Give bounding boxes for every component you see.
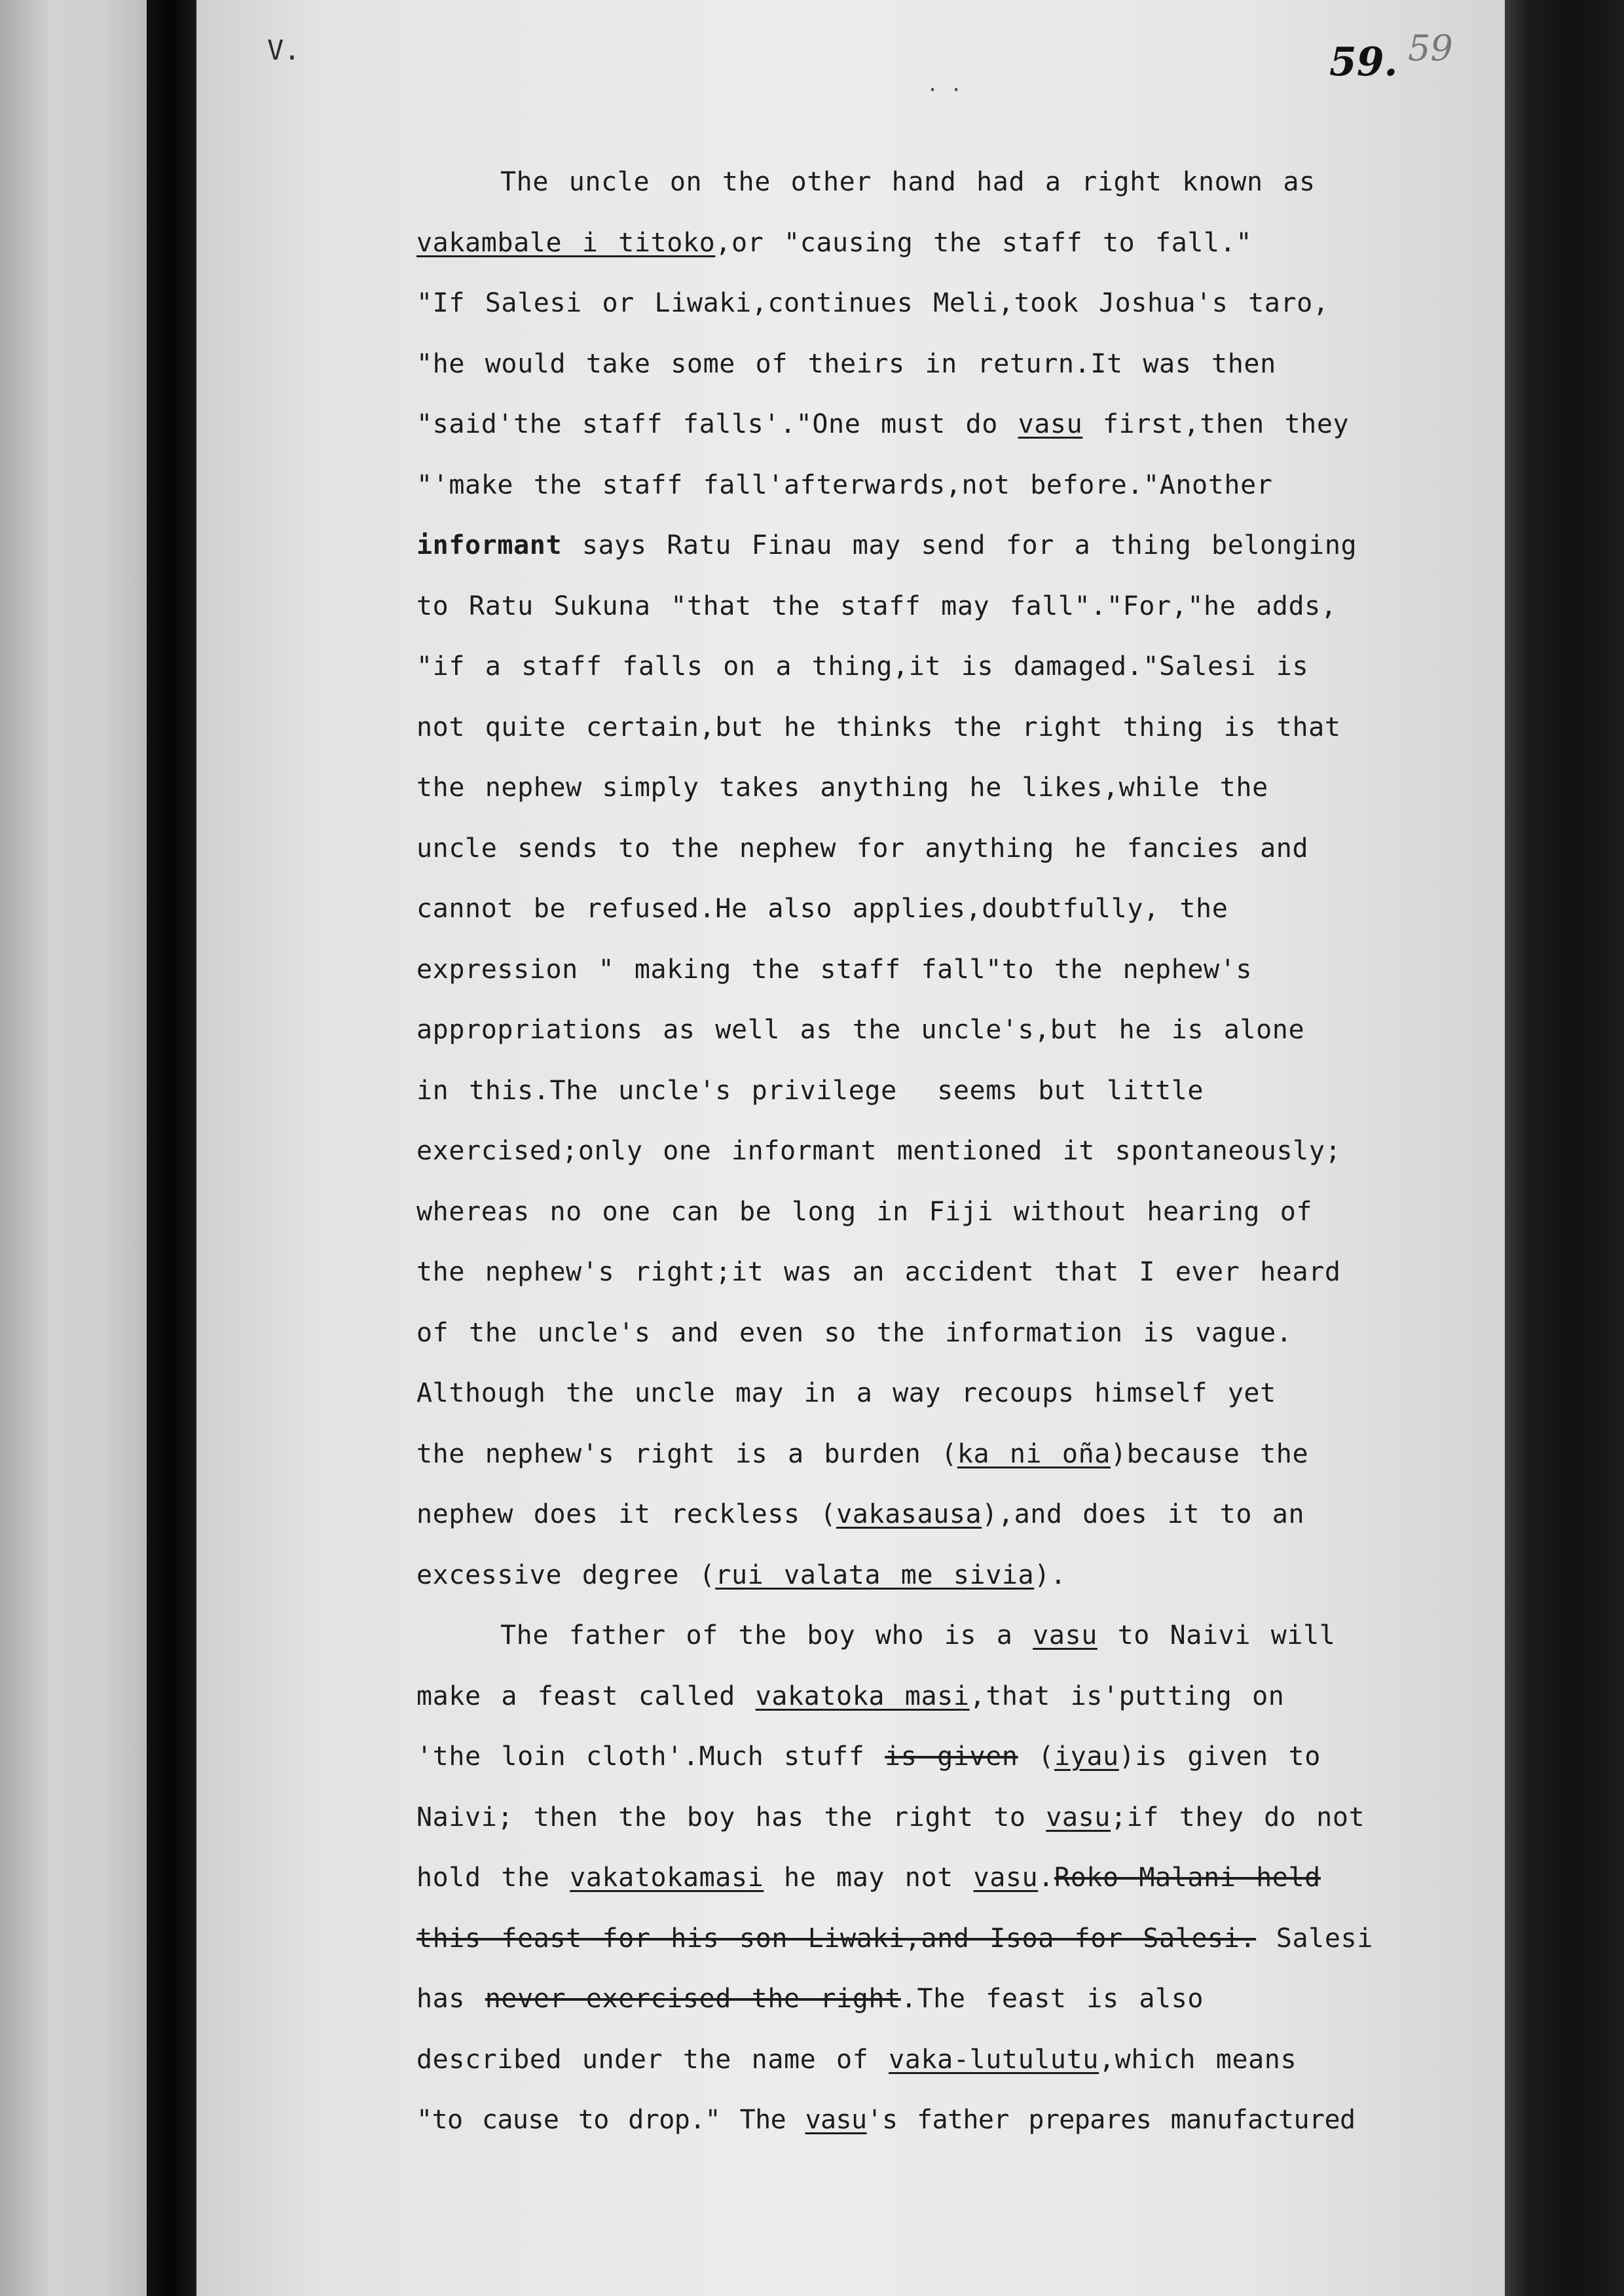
underlined-term: vakambale i titoko	[416, 227, 716, 258]
text-segment: appropriations as well as the uncle's,but he is alone	[416, 1015, 1305, 1045]
text-line	[416, 697, 1477, 758]
text-segment: nephew does it reckless (	[416, 1499, 837, 1529]
text-line	[416, 455, 1477, 516]
underlined-term: vasu	[1046, 1802, 1111, 1832]
text-segment: 'the loin cloth'.Much stuff	[416, 1741, 885, 1772]
text-line	[416, 1605, 1477, 1666]
text-segment: not quite certain,but he thinks the right thing is that	[416, 712, 1341, 742]
text-segment: expression " making the staff fall"to the nephew's	[416, 954, 1253, 985]
text-line	[416, 1061, 1477, 1121]
text-segment: uncle sends to the nephew for anything he fancies and	[416, 833, 1309, 864]
underlined-term: iyau	[1054, 1741, 1119, 1772]
text-segment: "If Salesi or Liwaki,continues Meli,took Joshua's taro,	[416, 288, 1329, 318]
text-line	[416, 1666, 1477, 1727]
underlined-term: vasu	[1033, 1620, 1098, 1650]
text-line	[416, 1848, 1477, 1908]
text-segment: "if a staff falls on a thing,it is damaged."Salesi is	[416, 651, 1309, 682]
text-segment: in this.The uncle's privilege seems but little	[416, 1075, 1204, 1106]
underlined-term: vakatokamasi	[570, 1863, 764, 1893]
underlined-term: vakatoka masi	[755, 1681, 970, 1711]
text-line	[416, 152, 1477, 213]
text-segment: excessive degree (	[416, 1559, 716, 1590]
text-segment: "'make the staff fall'afterwards,not before."Another	[416, 469, 1273, 500]
text-segment: to Naivi will	[1097, 1620, 1336, 1650]
text-segment: says Ratu Finau may send for a thing belonging	[562, 530, 1357, 560]
text-segment: .	[1038, 1863, 1054, 1893]
text-segment: "to cause to drop." The	[416, 2105, 805, 2135]
text-segment: the nephew simply takes anything he likes,while the	[416, 773, 1268, 803]
text-line	[416, 879, 1477, 939]
text-segment: Salesi	[1256, 1923, 1373, 1954]
underlined-term: ka ni oña	[957, 1438, 1111, 1469]
text-segment: .The feast is also	[900, 1984, 1204, 2014]
text-segment: has	[416, 1984, 485, 2014]
text-line	[416, 1969, 1477, 2030]
binding-shadow	[147, 0, 196, 2296]
struck-text: Roko Malani held	[1054, 1863, 1321, 1893]
text-line	[416, 636, 1477, 697]
text-segment: first,then they	[1082, 409, 1350, 439]
section-mark: V.	[267, 34, 301, 66]
text-line	[416, 939, 1477, 1000]
text-segment: Although the uncle may in a way recoups himself yet	[416, 1378, 1276, 1408]
text-segment: hold the	[416, 1863, 570, 1893]
text-segment: cannot be refused.He also applies,doubtfully, the	[416, 894, 1228, 924]
text-segment: The father of the boy who is a	[500, 1620, 1033, 1650]
text-segment: Naivi; then the boy has the right to	[416, 1802, 1046, 1832]
text-line	[416, 1363, 1477, 1424]
text-line	[416, 757, 1477, 818]
page-number-pencil: 59	[1408, 27, 1453, 69]
text-segment: The uncle on the other hand had a right known as	[500, 167, 1316, 197]
underlined-term: vasu	[973, 1863, 1039, 1893]
struck-text: is given	[885, 1741, 1018, 1772]
text-line	[416, 576, 1477, 637]
struck-text: never exercised the right	[485, 1984, 901, 2014]
text-line	[416, 273, 1477, 334]
text-line	[416, 213, 1477, 274]
text-segment: )because the	[1110, 1438, 1309, 1469]
text-segment: ,or "causing the staff to fall."	[715, 227, 1253, 258]
underlined-term: vasu	[805, 2105, 867, 2135]
text-line	[416, 1303, 1477, 1364]
page-number: 59.	[1329, 39, 1398, 85]
right-page-edge	[1505, 0, 1624, 2296]
text-segment: )is given to	[1118, 1741, 1321, 1772]
top-dots: . .	[927, 73, 963, 96]
underlined-term: vaka-lutulutu	[889, 2044, 1099, 2075]
text-segment: he may not	[764, 1863, 974, 1893]
underlined-term: vakasausa	[836, 1499, 982, 1529]
text-segment: exercised;only one informant mentioned it spontaneously;	[416, 1136, 1342, 1166]
text-segment: ),and does it to an	[982, 1499, 1305, 1529]
text-segment: ,which means	[1098, 2044, 1297, 2075]
text-segment: to Ratu Sukuna "that the staff may fall"."For,"he adds,	[416, 591, 1337, 621]
text-segment: ;if they do not	[1110, 1802, 1365, 1832]
text-segment: ).	[1034, 1559, 1067, 1590]
text-line	[416, 1182, 1477, 1243]
text-segment: whereas no one can be long in Fiji without hearing of	[416, 1196, 1313, 1227]
text-segment: informant	[416, 530, 563, 560]
text-segment: ,that is'putting on	[969, 1681, 1285, 1711]
underlined-term: vasu	[1018, 409, 1083, 439]
text-segment: the nephew's right is a burden (	[416, 1438, 957, 1469]
text-segment: described under the name of	[416, 2044, 889, 2075]
text-line	[416, 1545, 1477, 1606]
text-segment: "said'the staff falls'."One must do	[416, 409, 1018, 439]
text-line	[416, 1726, 1477, 1787]
text-segment: 's father prepares manufactured	[866, 2105, 1356, 2135]
text-line	[416, 2030, 1477, 2090]
text-segment: make a feast called	[416, 1681, 756, 1711]
underlined-term: rui valata me sivia	[715, 1559, 1035, 1590]
text-line	[416, 515, 1477, 576]
struck-text: this feast for his son Liwaki,and Isoa for Salesi.	[416, 1923, 1257, 1954]
text-line	[416, 1787, 1477, 1848]
text-line	[416, 1121, 1477, 1182]
text-line	[416, 334, 1477, 395]
text-line	[416, 818, 1477, 879]
text-segment: of the uncle's and even so the information is vague.	[416, 1317, 1293, 1348]
adjacent-page-strip	[0, 0, 147, 2296]
text-line	[416, 1000, 1477, 1061]
text-line	[416, 1424, 1477, 1485]
text-segment: the nephew's right;it was an accident that I ever heard	[416, 1257, 1341, 1287]
typescript-body	[416, 152, 1477, 2151]
text-segment: (	[1018, 1741, 1054, 1772]
text-segment: "he would take some of theirs in return.It was then	[416, 348, 1276, 379]
text-line	[416, 1242, 1477, 1303]
text-line	[416, 1484, 1477, 1545]
text-line	[416, 394, 1477, 455]
text-line	[416, 1908, 1477, 1969]
text-line	[416, 2090, 1477, 2151]
